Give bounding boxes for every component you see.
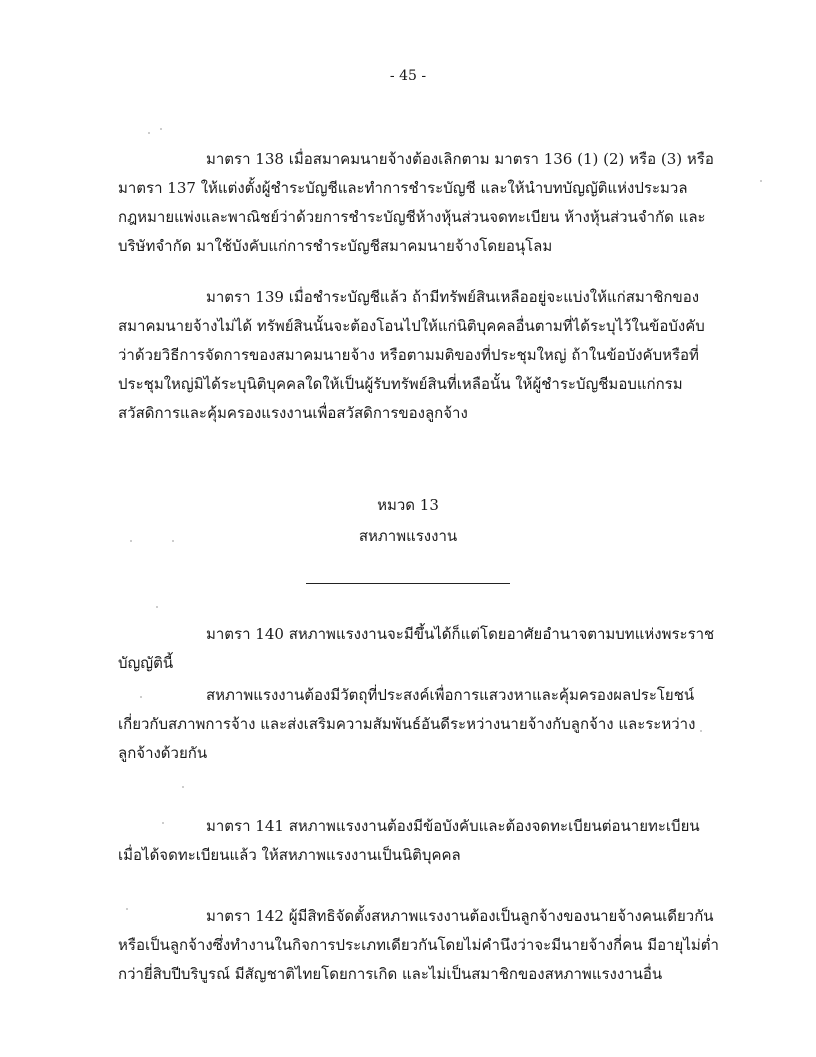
section-139-line: มาตรา 139 เมื่อชำระบัญชีแล้ว ถ้ามีทรัพย์สินเหลืออยู่จะแบ่งให้แก่สมาชิกของ [206,288,700,306]
section-142-line: กว่ายี่สิบปีบริบูรณ์ มีสัญชาติไทยโดยการเกิด และไม่เป็นสมาชิกของสหภาพแรงงานอื่น [118,965,663,983]
scan-speck [700,730,702,732]
scan-speck [148,132,150,134]
section-140-paragraph-2 [118,681,698,768]
section-138-line: บริษัทจำกัด มาใช้บังคับแก่การชำระบัญชีสมาคมนายจ้างโดยอนุโลม [118,237,553,255]
section-141 [118,812,698,870]
section-139-line: สวัสดิการและคุ้มครองแรงงานเพื่อสวัสดิการของลูกจ้าง [118,404,468,422]
section-139-line: ประชุมใหญ่มิได้ระบุนิติบุคคลใดให้เป็นผู้รับทรัพย์สินที่เหลือนั้น ให้ผู้ชำระบัญชีมอบแก่กรม [118,375,683,393]
section-140-line: บัญญัตินี้ [118,654,174,672]
section-141-line: เมื่อได้จดทะเบียนแล้ว ให้สหภาพแรงงานเป็นนิติบุคคล [118,846,461,864]
scan-speck [126,908,128,910]
section-140-paragraph-2-line: เกี่ยวกับสภาพการจ้าง และส่งเสริมความสัมพันธ์อันดีระหว่างนายจ้างกับลูกจ้าง และระหว่าง [118,715,696,733]
scan-speck [160,128,162,130]
section-138 [118,145,714,261]
section-139 [118,283,705,428]
section-142-line: มาตรา 142 ผู้มีสิทธิจัดตั้งสหภาพแรงงานต้องเป็นลูกจ้างของนายจ้างคนเดียวกัน [206,907,714,925]
section-142 [118,902,719,989]
scan-speck [130,540,132,542]
section-140-line: มาตรา 140 สหภาพแรงงานจะมีขึ้นได้ก็แต่โดยอาศัยอำนาจตามบทแห่งพระราช [206,625,715,643]
section-140-paragraph-2-line: ลูกจ้างด้วยกัน [118,744,208,762]
section-139-line: สมาคมนายจ้างไม่ได้ ทรัพย์สินนั้นจะต้องโอนไปให้แก่นิติบุคคลอื่นตามที่ได้ระบุไว้ในข้อบังคับ [118,317,705,335]
section-138-line: กฎหมายแพ่งและพาณิชย์ว่าด้วยการชำระบัญชีห้างหุ้นส่วนจดทะเบียน ห้างหุ้นส่วนจำกัด และ [118,208,706,226]
scan-speck [140,696,142,698]
section-141-line: มาตรา 141 สหภาพแรงงานต้องมีข้อบังคับและต้องจดทะเบียนต่อนายทะเบียน [206,817,700,835]
section-138-line: มาตรา 138 เมื่อสมาคมนายจ้างต้องเลิกตาม มาตรา 136 (1) (2) หรือ (3) หรือ [206,150,714,168]
chapter-divider [306,583,510,584]
scan-speck [162,822,164,824]
section-140-paragraph-2-line: สหภาพแรงงานต้องมีวัตถุที่ประสงค์เพื่อการแสวงหาและคุ้มครองผลประโยชน์ [206,686,695,704]
chapter-title: สหภาพแรงงาน [358,527,458,545]
section-138-line: มาตรา 137 ให้แต่งตั้งผู้ชำระบัญชีและทำการชำระบัญชี และให้นำบทบัญญัติแห่งประมวล [118,179,688,197]
scan-speck [760,180,762,182]
section-140 [118,620,715,678]
scan-speck [172,540,174,542]
scan-speck [156,606,158,608]
chapter-number: หมวด 13 [377,496,439,514]
section-139-line: ว่าด้วยวิธีการจัดการของสมาคมนายจ้าง หรือตามมติของที่ประชุมใหญ่ ถ้าในข้อบังคับหรือที่ [118,346,699,364]
scan-speck [182,786,184,788]
page-number: - 45 - [389,68,427,84]
section-142-line: หรือเป็นลูกจ้างซึ่งทำงานในกิจการประเภทเดียวกันโดยไม่คำนึงว่าจะมีนายจ้างกี่คน มีอายุไม่ต่ำ [118,936,719,954]
